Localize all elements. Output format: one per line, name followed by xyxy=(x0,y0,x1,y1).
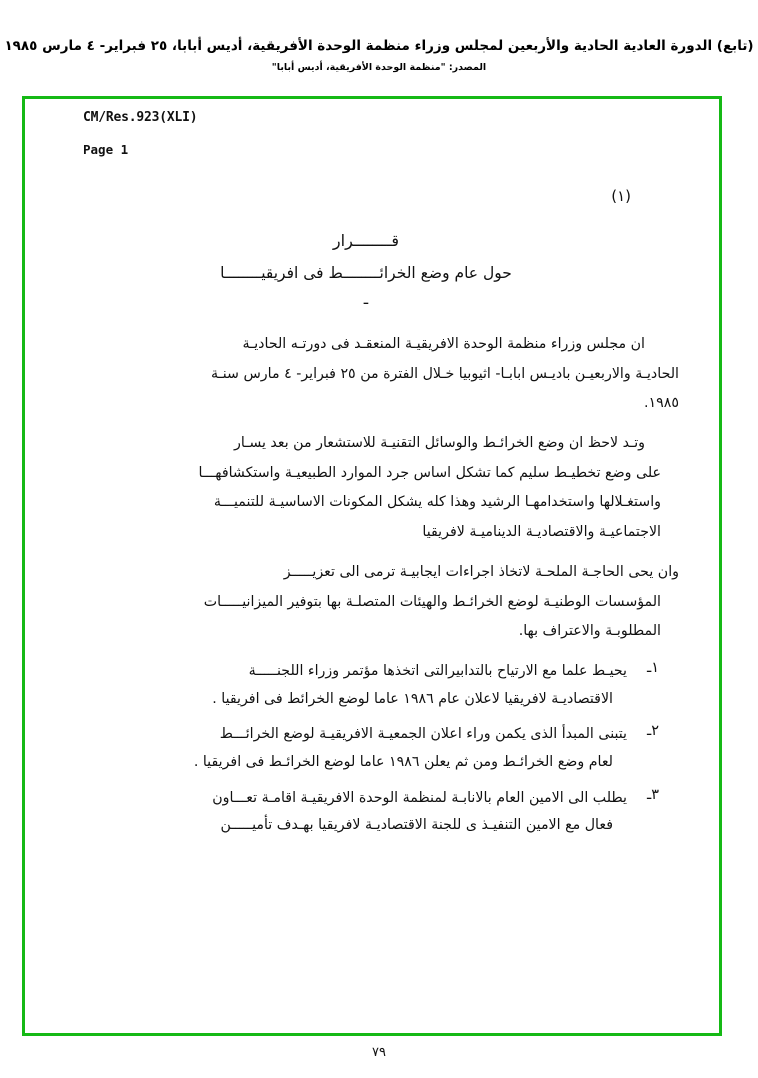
preamble-line-2: الحاديـة والاربعيـن باديـس ابابـا- اثيوبيا خـلال الفترة من ٢٥ فبراير- ٤ مارس سنـة xyxy=(211,365,679,382)
resolution-3-line-2: فعال مع الامين التنفيـذ ى للجنة الاقتصاديـة لافريقيا بهـدف تأميـــــن xyxy=(220,817,613,834)
page-label: Page 1 xyxy=(83,142,129,157)
paragraph-2-line-1: وان يحى الحاجـة الملحـة لاتخاذ اجراءات ايجابيـة ترمى الى تعزيـــــز xyxy=(283,563,679,580)
page-folio: ٧٩ xyxy=(372,1045,386,1060)
document-header xyxy=(0,38,758,73)
resolution-text-3 xyxy=(53,785,627,840)
spacer-3 xyxy=(53,648,679,658)
item-number: (١) xyxy=(611,187,631,205)
spacer-1 xyxy=(53,420,679,430)
header-source: المصدر: "منظمة الوحدة الأفريقية، أديس أبابا" xyxy=(271,62,487,73)
resolution-text-1 xyxy=(53,658,627,713)
resolution-item xyxy=(53,785,679,840)
document-subtitle: حول عام وضع الخرائــــــــط فى افريقيــــــــا xyxy=(220,264,512,282)
resolution-2-line-2: لعام وضع الخرائـط ومن ثم يعلن ١٩٨٦ عاما لوضع الخرائـط فى افريقيا . xyxy=(193,753,613,770)
resolution-3-line-1: يطلب الى الامين العام بالانابـة لمنظمة الوحدة الافريقيـة اقامـة تعـــاون xyxy=(212,789,627,806)
paragraph-1-line-1: وتـد لاحظ ان وضع الخرائـط والوسائل التقنيـة للاستشعار من بعد يسـار xyxy=(233,435,645,452)
resolution-2-line-1: يتبنى المبدأ الذى يكمن وراء اعلان الجمعيـة الافريقيـة لوضع الخرائـــط xyxy=(219,726,627,743)
resolution-marker-1: ١ـ xyxy=(646,659,660,676)
paragraph-1-line-4: الاجتماعيـة والاقتصاديـة الديناميـة لافريقيا xyxy=(422,524,661,541)
paragraph-2-line-3: المطلوبـة والاعتراف بها. xyxy=(518,623,661,640)
resolution-1-line-1: يحيـط علما مع الارتياح بالتدابيرالتى اتخذها مؤتمر وزراء اللجنـــــة xyxy=(248,662,627,679)
page-frame xyxy=(22,96,722,1036)
document-title: قــــــــرار xyxy=(332,231,400,250)
header-title: (تابع) الدورة العادية الحادية والأربعين لمجلس وزراء منظمة الوحدة الأفريقية، أديس أبابا، ٢٥ فبراير- ٤ مارس ١٩٨٥ xyxy=(4,38,754,54)
paragraph-1-line-3: واستغـلالها واستخدامهـا الرشيد وهذا كله يشكل المكونات الاساسيـة للتنميـــة xyxy=(213,494,661,511)
paragraph-2-line-2: المؤسسات الوطنيـة لوضع الخرائـط والهيئات المتصلـة بها بتوفير الميزانيـــــات xyxy=(203,593,661,610)
title-rule: ـ xyxy=(363,292,369,308)
document-body xyxy=(25,187,719,848)
preamble-line-3: ١٩٨٥. xyxy=(644,395,679,412)
resolution-marker-3: ٣ـ xyxy=(646,786,660,803)
spacer-2 xyxy=(53,549,679,559)
resolution-marker-2: ٢ـ xyxy=(646,723,660,740)
paragraph-1-line-2: على وضع تخطيـط سليم كما تشكل اساس جرد الموارد الطبيعيـة واستكشافهـــا xyxy=(198,464,661,481)
reference-block xyxy=(83,111,197,157)
resolution-item xyxy=(53,721,679,776)
resolution-text-2 xyxy=(53,721,627,776)
preamble-line-1: ان مجلس وزراء منظمة الوحدة الافريقيـة المنعقـد فى دورتـه الحاديـة xyxy=(242,336,645,352)
resolution-1-line-2: الاقتصاديـة لافريقيا لاعلان عام ١٩٨٦ عاما لوضع الخرائط فى افريقيا . xyxy=(212,690,613,707)
document-number: CM/Res.923(XLI) xyxy=(83,110,198,125)
resolution-item xyxy=(53,658,679,713)
